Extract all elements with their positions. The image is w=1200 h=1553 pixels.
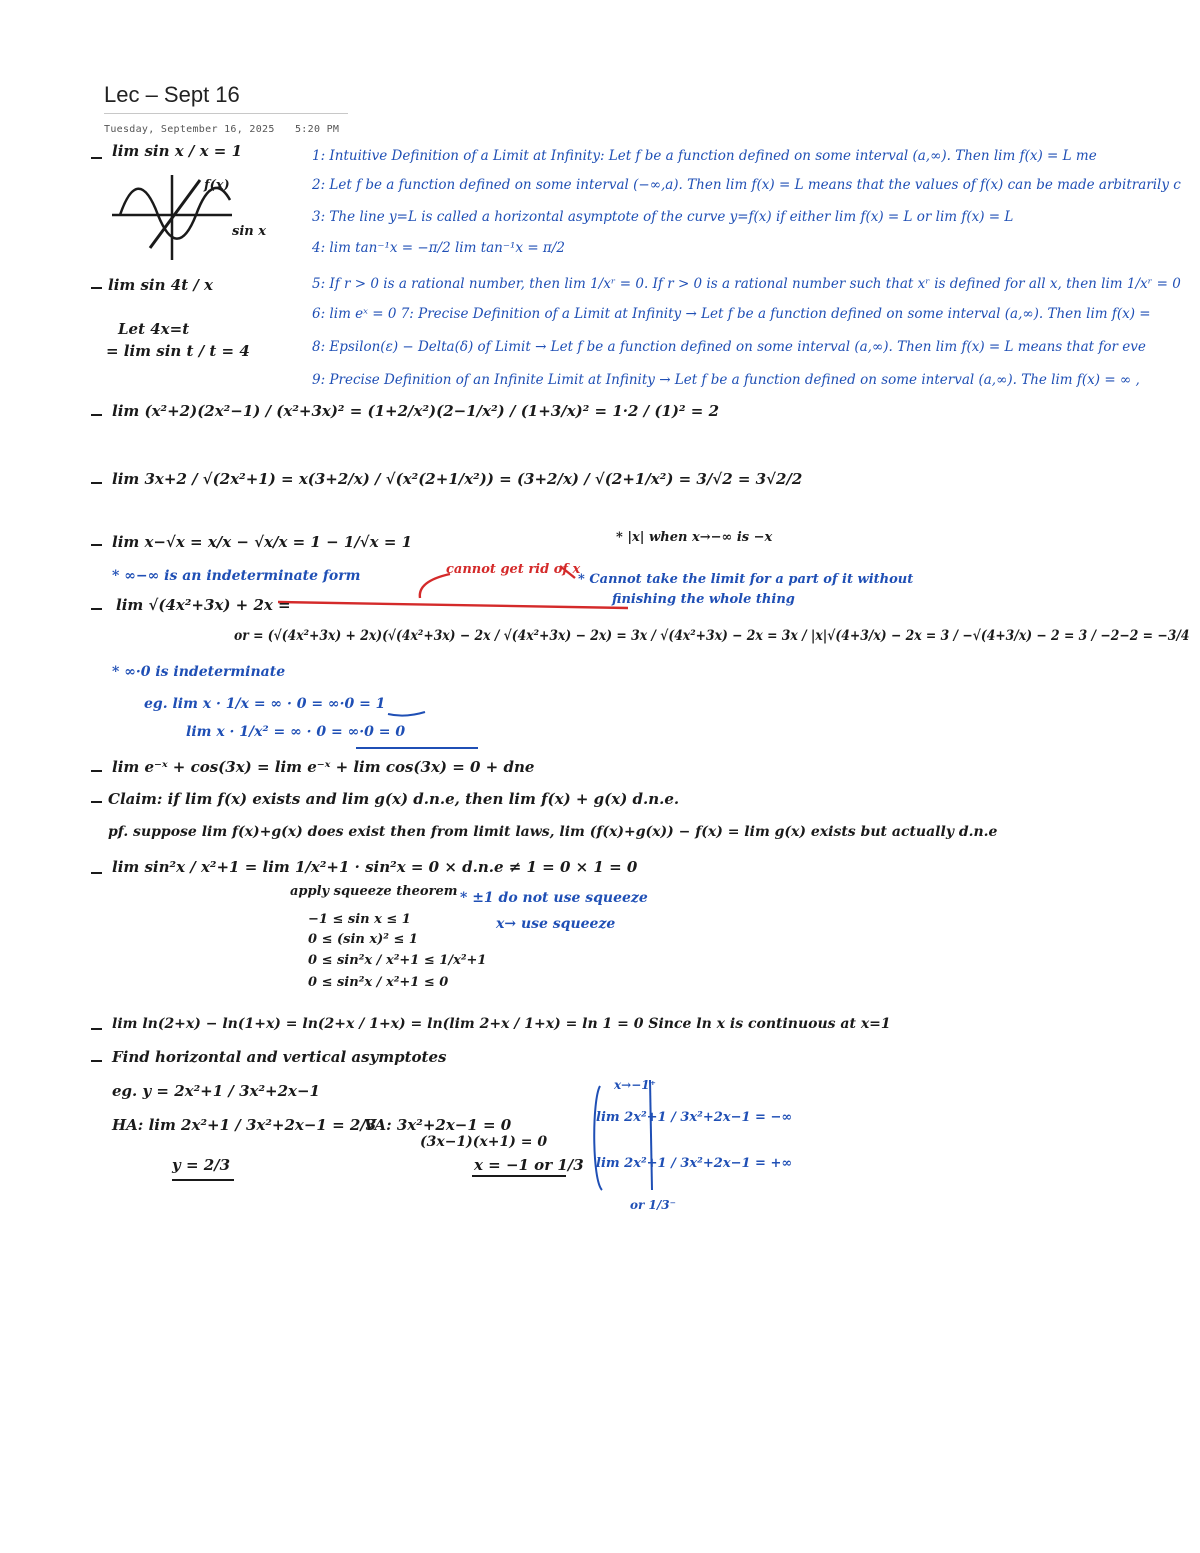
- note-sinx-limit: lim sin x / x = 1: [112, 142, 243, 160]
- bullet-dash: [91, 1060, 102, 1062]
- note-sin4x-limit: lim sin 4t / x: [108, 276, 213, 294]
- definition-6-7: 6: lim eˣ = 0 7: Precise Definition of a Limit at Infinity → Let f be a function defined on some interval (a,∞). Then lim f(x) =: [312, 306, 1151, 322]
- definition-8: 8: Epsilon(ε) − Delta(δ) of Limit → Let f be a function defined on some interval (a,∞). Then lim f(x) = L means that for eve: [312, 339, 1146, 355]
- note-indeterminate-inf-times-zero: * ∞·0 is indeterminate: [112, 664, 286, 680]
- note-abs-x: * |x| when x→−∞ is −x: [616, 530, 773, 545]
- bullet-dash: [91, 770, 102, 772]
- bullet-dash: [91, 608, 102, 610]
- definition-4: 4: lim tan⁻¹x = −π/2 lim tan⁻¹x = π/2: [312, 240, 565, 256]
- bullet-dash: [91, 414, 102, 416]
- bullet-dash: [91, 287, 102, 289]
- graph-label-fx: f(x): [204, 178, 230, 193]
- note-claim: Claim: if lim f(x) exists and lim g(x) d.n.e, then lim f(x) + g(x) d.n.e.: [108, 790, 680, 808]
- note-finishing-whole: finishing the whole thing: [612, 592, 795, 607]
- note-sin4x-result: = lim sin t / t = 4: [106, 342, 250, 360]
- note-exp-cos-limit: lim e⁻ˣ + cos(3x) = lim e⁻ˣ + lim cos(3x) = 0 + dne: [112, 758, 535, 776]
- note-sqrt4x-limit: lim √(4x²+3x) + 2x =: [116, 596, 291, 614]
- note-cannot-take-limit: * Cannot take the limit for a part of it without: [578, 572, 914, 587]
- definition-9: 9: Precise Definition of an Infinite Limit at Infinity → Let f be a function defined on some interval (a,∞). The lim f(x) = ∞ ,: [312, 372, 1140, 388]
- squeeze-step-2: 0 ≤ (sin x)² ≤ 1: [308, 932, 418, 947]
- note-no-squeeze: * ±1 do not use squeeze: [460, 890, 648, 906]
- note-conjugate-work: or = (√(4x²+3x) + 2x)(√(4x²+3x) − 2x / √(4x²+3x) − 2x) = 3x / √(4x²+3x) − 2x = 3x / |x|√(4+3/x) − 2x = 3 / −√(4+3/x) − 2 = 3 / −2−2 = −3/4: [234, 628, 1190, 644]
- note-horizontal-asymptote: HA: lim 2x²+1 / 3x²+2x−1 = 2/3: [112, 1116, 377, 1134]
- note-cannot-get-rid: cannot get rid of x: [446, 562, 581, 577]
- note-rational-limit: lim (x²+2)(2x²−1) / (x²+3x)² = (1+2/x²)(2−1/x²) / (1+3/x)² = 1·2 / (1)² = 2: [112, 402, 720, 420]
- definition-2: 2: Let f be a function defined on some interval (−∞,a). Then lim f(x) = L means that the values of f(x) can be made arbitrarily c: [312, 177, 1181, 193]
- note-x-minus-sqrtx: lim x−√x = x/x − √x/x = 1 − 1/√x = 1: [112, 533, 413, 551]
- definition-1: 1: Intuitive Definition of a Limit at Infinity: Let f be a function defined on some interval (a,∞). Then lim f(x) = L me: [312, 148, 1097, 164]
- note-find-asymptotes: Find horizontal and vertical asymptotes: [112, 1048, 447, 1066]
- note-ln-limit: lim ln(2+x) − ln(1+x) = ln(2+x / 1+x) = ln(lim 2+x / 1+x) = ln 1 = 0 Since ln x is continuous at x=1: [112, 1016, 891, 1032]
- note-ha-result: y = 2/3: [172, 1156, 231, 1174]
- bullet-dash: [91, 872, 102, 874]
- note-indeterminate-inf-minus-inf: * ∞−∞ is an indeterminate form: [112, 568, 361, 584]
- definition-5: 5: If r > 0 is a rational number, then lim 1/xʳ = 0. If r > 0 is a rational number such that xʳ is defined for all x, then lim 1/xʳ = 0: [312, 276, 1181, 292]
- graph-label-sinx: sin x: [232, 224, 266, 239]
- bullet-dash: [91, 544, 102, 546]
- note-approach-third: or 1/3⁻: [630, 1198, 676, 1212]
- squeeze-step-1: −1 ≤ sin x ≤ 1: [308, 912, 411, 927]
- note-example-2: lim x · 1/x² = ∞ · 0 = ∞·0 = 0: [186, 724, 406, 740]
- note-sin-squared-limit: lim sin²x / x²+1 = lim 1/x²+1 · sin²x = 0 × d.n.e ≠ 1 = 0 × 1 = 0: [112, 858, 638, 876]
- note-limit-pos-inf: lim 2x²+1 / 3x²+2x−1 = +∞: [596, 1156, 793, 1171]
- black-underlines: [172, 1176, 566, 1180]
- definition-3: 3: The line y=L is called a horizontal asymptote of the curve y=f(x) if either lim f(x) = L or lim f(x) = L: [312, 209, 1014, 225]
- note-use-squeeze: x→ use squeeze: [496, 916, 616, 932]
- squeeze-step-3: 0 ≤ sin²x / x²+1 ≤ 1/x²+1: [308, 953, 487, 968]
- bullet-dash: [91, 482, 102, 484]
- page-title: Lec – Sept 16: [104, 82, 240, 107]
- page-date: Tuesday, September 16, 2025: [104, 124, 275, 135]
- note-example-1: eg. lim x · 1/x = ∞ · 0 = ∞·0 = 1: [144, 696, 386, 712]
- bullet-dash: [91, 157, 102, 159]
- note-asymptote-example: eg. y = 2x²+1 / 3x²+2x−1: [112, 1082, 320, 1100]
- bullet-dash: [91, 1028, 102, 1030]
- page-time: 5:20 PM: [294, 124, 340, 135]
- note-limit-neg-inf: lim 2x²+1 / 3x²+2x−1 = −∞: [596, 1110, 793, 1125]
- note-proof: pf. suppose lim f(x)+g(x) does exist then from limit laws, lim (f(x)+g(x)) − f(x) = lim g(x) exists but actually d.n.e: [108, 824, 998, 840]
- note-squeeze-heading: apply squeeze theorem: [290, 884, 458, 899]
- note-approach-left: x→−1⁺: [614, 1078, 656, 1092]
- bullet-dash: [91, 801, 102, 803]
- note-substitution: Let 4x=t: [118, 320, 190, 338]
- note-factored: (3x−1)(x+1) = 0: [420, 1134, 548, 1150]
- note-va-result: x = −1 or 1/3: [474, 1156, 584, 1174]
- note-vertical-asymptote: VA: 3x²+2x−1 = 0: [364, 1116, 512, 1134]
- note-sqrt-limit: lim 3x+2 / √(2x²+1) = x(3+2/x) / √(x²(2+1/x²)) = (3+2/x) / √(2+1/x²) = 3/√2 = 3√2/2: [112, 470, 803, 488]
- squeeze-step-4: 0 ≤ sin²x / x²+1 ≤ 0: [308, 975, 449, 990]
